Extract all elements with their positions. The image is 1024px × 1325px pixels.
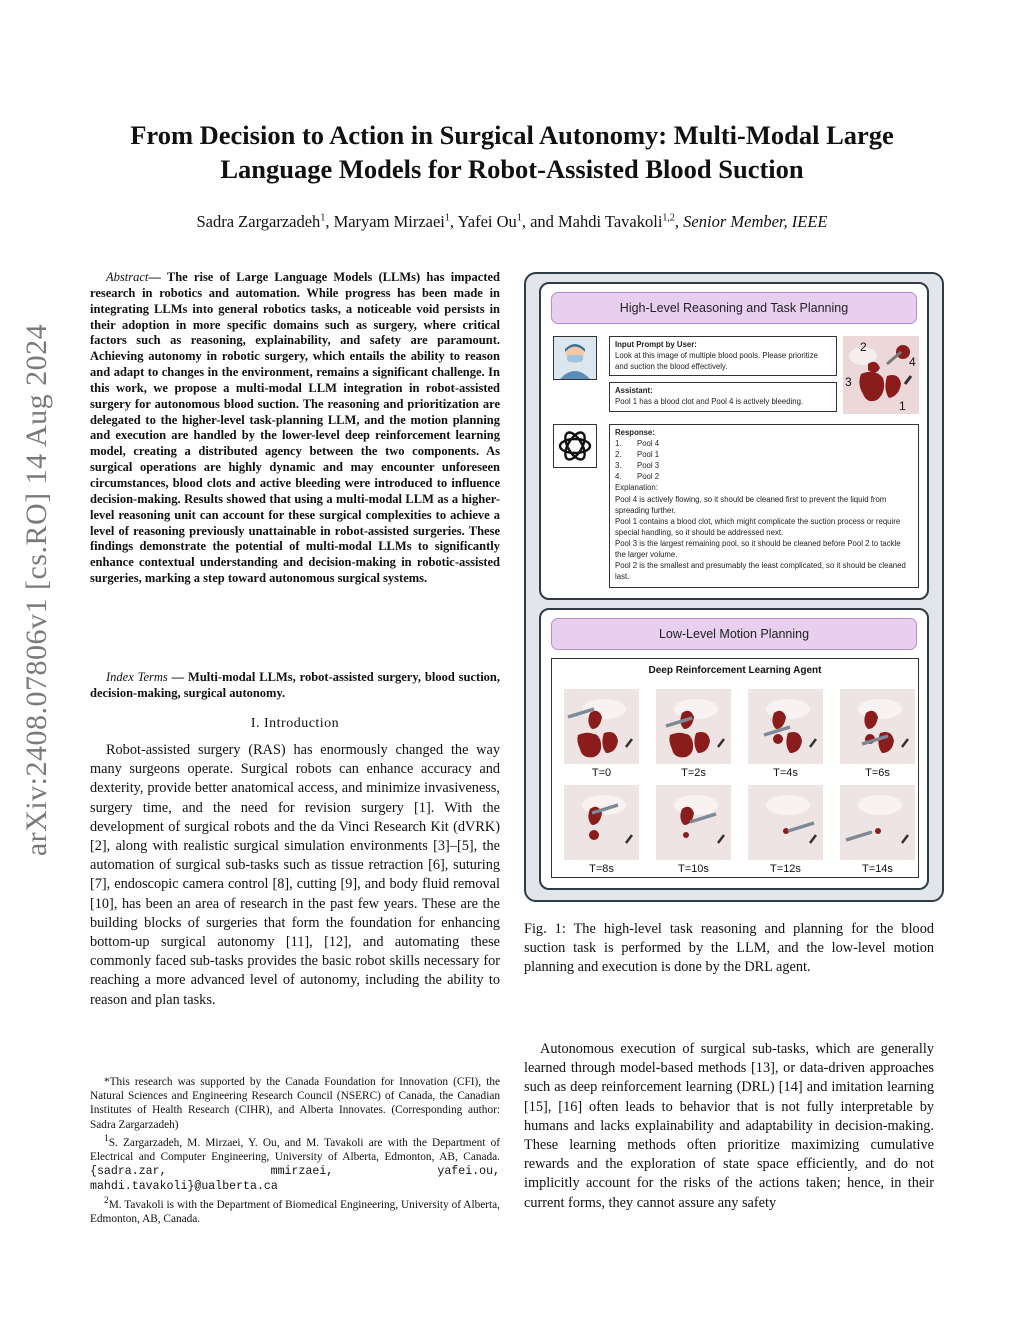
sim-frame [564, 689, 639, 764]
assistant-box: Assistant: Pool 1 has a blood clot and Pool 4 is actively bleeding. [609, 382, 837, 412]
response-box: Response: 1. Pool 4 2. Pool 1 3. Pool 3 4. Pool 2 Explanation: Pool 4 is actively flowing, so it should be cleaned first to prevent the liquid from spreading further. Pool 1 contains a blood clot, which might complicate the suction process or require special handling, so it should be addressed next. Pool 3 is the largest remaining pool, so it should be cleaned before Pool 2 to tackle the larger volume. Pool 2 is the smallest and presumably the least complicated, so it should be cleaned last. [609, 424, 919, 588]
pool-label: 1 [899, 399, 906, 413]
section-heading: I. Introduction [250, 716, 340, 731]
frame-label: T=12s [770, 863, 801, 875]
sim-frame [564, 785, 639, 860]
response-item: 1. Pool 4 [615, 439, 660, 449]
explanation-item: Pool 2 is the smallest and presumably the least complicated, so it should be cleaned last. [615, 561, 906, 582]
footnotes [90, 1075, 500, 1227]
author-name: Sadra Zargarzadeh [196, 212, 321, 231]
index-text: — Multi-modal LLMs, robot-assisted surgery, blood suction, decision-making, surgical autonomy. [90, 670, 500, 700]
paper-title: From Decision to Action in Surgical Autonomy: Multi-Modal Large Language Models for Robot-Assisted Blood Suction [130, 120, 894, 184]
author-list: Sadra Zargarzadeh$^1$, Maryam Mirzaei$^1$, Yafei Ou$^1$, and Mahdi Tavakoli$^{1,2}$, Senior Member, IEEE [196, 212, 828, 231]
arxiv-sidebar [12, 210, 62, 970]
explanation-item: Pool 4 is actively flowing, so it should be cleaned first to prevent the liquid from spreading further. [615, 494, 887, 515]
response-item: 3. Pool 3 [615, 461, 660, 471]
sim-frame [748, 785, 823, 860]
low-level-panel [539, 608, 929, 890]
explanation-list [615, 494, 913, 583]
high-level-header: High-Level Reasoning and Task Planning [551, 292, 917, 324]
intro-paragraph: Robot-assisted surgery (RAS) has enormously changed the way many surgeons operate. Surgical robots can enhance accuracy and dexterity, provide better anatomical access, and minimize invasiveness, surgery time, and the need for revision surgery [1]. With the development of surgical robots and the da Vinci Research Kit (dVRK) [2], along with realistic surgical simulation environments [3]–[5], the automation of surgical sub-tasks such as tissue retraction [6], suturing [7], endoscopic camera control [8], cutting [9], and body fluid removal [10], has been an area of research in the past few years. These are the building blocks of surgeries that form the foundation for enhancing bottom-up surgical autonomy [11], [12], and automating these commonly faced sub-tasks provides the basic robot skills necessary for reaching a more advanced level of autonomy, including the ability to reason and plan tasks. [90, 742, 500, 1008]
footnote-funding: *This research was supported by the Canada Foundation for Innovation (CFI), the Natural Sciences and Engineering Research Council (NSERC) of Canada, the Canadian Institutes of Health Research (CIHR), and Alberta Innovates. (Corresponding author: Sadra Zargarzadeh) [90, 1076, 500, 1131]
arxiv-id: arXiv:2408.07806v1 [cs.RO] 14 Aug 2024 [20, 323, 53, 857]
response-item: 2. Pool 1 [615, 450, 660, 460]
footnote-affiliation-2: $^2$M. Tavakoli is with the Department of Biomedical Engineering, University of Alberta, Edmonton, AB, Canada. [90, 1196, 500, 1226]
high-level-panel [539, 282, 929, 600]
frame-label: T=14s [862, 863, 893, 875]
frame-label: T=8s [589, 863, 614, 875]
sim-frame [748, 689, 823, 764]
sim-frame [656, 689, 731, 764]
author-suffix: Senior Member, IEEE [683, 212, 828, 231]
abstract-label: Abstract [106, 270, 149, 284]
index-terms [90, 670, 500, 702]
footnote-affiliation-1: $^1$S. Zargarzadeh, M. Mirzaei, Y. Ou, and M. Tavakoli are with the Department of Electrical and Computer Engineering, University of Alberta, Edmonton, AB, Canada. {sadra.zar, mmirzaei, yafei.ou, mahdi.tavakoli}@ualberta.ca [90, 1133, 500, 1194]
frame-label: T=2s [681, 767, 706, 779]
figure-1 [524, 272, 944, 902]
author-name: Maryam Mirzaei [333, 212, 445, 231]
drl-agent-box [551, 658, 919, 878]
frame-label: T=0 [591, 767, 612, 779]
pool-label: 2 [860, 340, 867, 354]
sim-frame [656, 785, 731, 860]
right-column-paragraph: Autonomous execution of surgical sub-tasks, which are generally learned through model-based methods [13], or data-driven approaches such as deep reinforcement learning (DRL) [14] and imitation learning [15], [16] often leads to behavior that is not fully interpretable by humans and lacks explainability and adaptability in decision-making. These learning methods often prioritize maximizing cumulative rewards and the exploration of state space efficiently, and do not implicitly account for the risks of the actions taken; hence, in their current forms, they cannot assure any safety [524, 1041, 934, 1211]
figure-caption: Fig. 1: The high-level task reasoning and planning for the blood suction task is performed by the LLM, and the low-level motion planning and execution is done by the DRL agent. [524, 921, 934, 976]
sim-frame [840, 689, 915, 764]
author-name: Yafei Ou [457, 212, 517, 231]
blood-pools-image [843, 336, 919, 414]
abstract-text: — The rise of Large Language Models (LLMs) has impacted research in robotics and automation. While progress has been made in integrating LLMs into general robotics tasks, a noticeable void persists in their adoption in more specific domains such as surgery, where critical factors such as reasoning, explainability, and safety are paramount. Achieving autonomy in robotic surgery, which entails the ability to reason and adapt to changes in the environment, remains a significant challenge. In this work, we propose a multi-modal LLM integration in robot-assisted surgery for autonomous blood suction. The reasoning and prioritization are delegated to the higher-level task-planning LLM, and the motion planning and execution are handled by the lower-level deep reinforcement learning model, creating a distributed agency between the two components. As surgical operations are highly dynamic and may encounter unforeseen circumstances, blood clots and active bleeding were introduced to influence decision-making. Results showed that using a multi-modal LLM as a higher-level reasoning unit can account for these surgical complexities to achieve a level of reasoning previously unattainable in robot-assisted surgeries. These findings demonstrate the potential of multi-modal LLMs to significantly enhance contextual understanding and decision-making in robotic-assisted surgeries, marking a step toward autonomous surgical systems. [90, 270, 500, 586]
sim-frame [840, 785, 915, 860]
pool-label: 4 [909, 355, 916, 369]
response-list [615, 438, 913, 482]
abstract [90, 270, 500, 587]
frame-label: T=4s [773, 767, 798, 779]
input-prompt-box: Input Prompt by User: Look at this image of multiple blood pools. Please prioritize and suction the blood effectively. [609, 336, 837, 376]
surgeon-avatar-icon [553, 336, 597, 380]
frame-label: T=6s [865, 767, 890, 779]
drl-title: Deep Reinforcement Learning Agent [648, 665, 822, 676]
response-item: 4. Pool 2 [615, 472, 660, 482]
frame-label: T=10s [678, 863, 709, 875]
explanation-item: Pool 3 is the largest remaining pool, so it should be cleaned before Pool 2 to tackle the larger volume. [615, 538, 901, 560]
low-level-header: Low-Level Motion Planning [551, 618, 917, 650]
pool-label: 3 [845, 375, 852, 389]
llm-logo-icon [553, 424, 597, 468]
index-label: Index Terms [106, 670, 168, 684]
explanation-item: Pool 1 contains a blood clot, which might complicate the suction process or require special handling, so it should be addressed next. [615, 516, 901, 537]
author-name: Mahdi Tavakoli [558, 212, 663, 231]
footnote-emails: {sadra.zar, mmirzaei, yafei.ou, mahdi.tavakoli}@ualberta.ca [90, 1164, 500, 1194]
